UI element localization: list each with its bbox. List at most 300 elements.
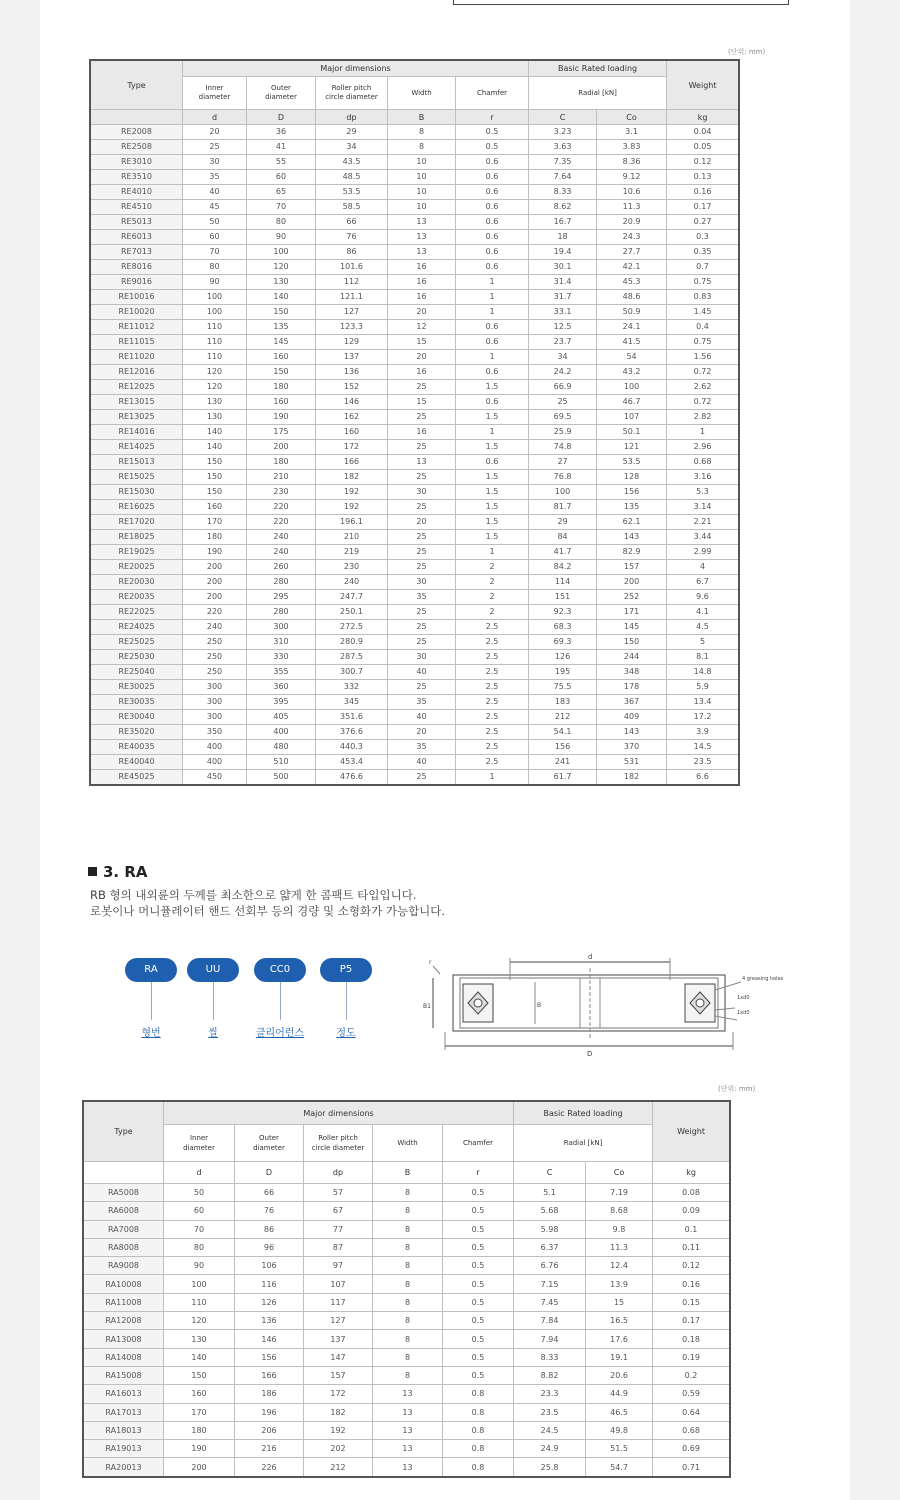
value-cell: 92.3: [529, 605, 597, 620]
value-cell: 0.35: [667, 245, 739, 260]
value-cell: 2.96: [667, 440, 739, 455]
value-cell: 13: [388, 245, 456, 260]
value-cell: 53.5: [316, 185, 388, 200]
value-cell: 97: [304, 1257, 373, 1275]
table-row: [91, 485, 739, 500]
value-cell: 0.17: [667, 200, 739, 215]
pill-connector: [280, 982, 281, 1020]
value-cell: 151: [529, 590, 597, 605]
value-cell: 66.9: [529, 380, 597, 395]
value-cell: 41.5: [597, 335, 667, 350]
value-cell: 130: [247, 275, 316, 290]
table-row: [84, 1257, 730, 1275]
type-cell: RE13025: [91, 410, 183, 425]
value-cell: 280: [247, 605, 316, 620]
value-cell: 29: [316, 125, 388, 140]
value-cell: 150: [247, 365, 316, 380]
value-cell: 1: [456, 305, 529, 320]
table-row: [91, 305, 739, 320]
value-cell: 0.8: [443, 1403, 514, 1421]
re-table-body: [91, 125, 739, 785]
value-cell: 19.4: [529, 245, 597, 260]
value-cell: 250: [183, 650, 247, 665]
value-cell: 9.6: [667, 590, 739, 605]
value-cell: 6.6: [667, 770, 739, 785]
value-cell: 0.16: [667, 185, 739, 200]
type-cell: RE15025: [91, 470, 183, 485]
value-cell: 8.33: [514, 1348, 586, 1366]
value-cell: 3.23: [529, 125, 597, 140]
value-cell: 0.6: [456, 170, 529, 185]
value-cell: 0.5: [443, 1366, 514, 1384]
value-cell: 24.2: [529, 365, 597, 380]
value-cell: 50.9: [597, 305, 667, 320]
value-cell: 13: [373, 1385, 443, 1403]
symbol-blank: [91, 110, 183, 125]
table-row: [84, 1312, 730, 1330]
type-cell: RA5008: [84, 1184, 164, 1202]
value-cell: 70: [183, 245, 247, 260]
value-cell: 8.33: [529, 185, 597, 200]
value-cell: 2.5: [456, 665, 529, 680]
value-cell: 200: [247, 440, 316, 455]
value-cell: 400: [183, 740, 247, 755]
value-cell: 20: [388, 350, 456, 365]
symbol-header: d: [164, 1162, 235, 1184]
value-cell: 61.7: [529, 770, 597, 785]
value-cell: 247.7: [316, 590, 388, 605]
pill-label-seal: 씰: [208, 1028, 218, 1039]
value-cell: 40: [183, 185, 247, 200]
value-cell: 345: [316, 695, 388, 710]
value-cell: 101.6: [316, 260, 388, 275]
value-cell: 1.5: [456, 500, 529, 515]
value-cell: 25: [388, 500, 456, 515]
value-cell: 25: [388, 560, 456, 575]
type-cell: RE30040: [91, 710, 183, 725]
table-row: [84, 1440, 730, 1458]
symbol-header: kg: [653, 1162, 730, 1184]
value-cell: 2.5: [456, 710, 529, 725]
value-cell: 66: [235, 1184, 304, 1202]
value-cell: 280: [247, 575, 316, 590]
re-spec-table: [90, 60, 739, 785]
value-cell: 183: [529, 695, 597, 710]
type-cell: RE11015: [91, 335, 183, 350]
value-cell: 1: [456, 425, 529, 440]
value-cell: 48.5: [316, 170, 388, 185]
value-cell: 43.5: [316, 155, 388, 170]
pill-connector: [346, 982, 347, 1020]
value-cell: 182: [304, 1403, 373, 1421]
value-cell: 110: [183, 320, 247, 335]
type-cell: RE40040: [91, 755, 183, 770]
value-cell: 280.9: [316, 635, 388, 650]
value-cell: 137: [316, 350, 388, 365]
value-cell: 17.6: [586, 1330, 653, 1348]
value-cell: 2: [456, 560, 529, 575]
value-cell: 13: [388, 215, 456, 230]
pill-connector: [213, 982, 214, 1020]
symbol-header: d: [183, 110, 247, 125]
table-row: [91, 155, 739, 170]
value-cell: 100: [247, 245, 316, 260]
value-cell: 143: [597, 530, 667, 545]
value-cell: 120: [247, 260, 316, 275]
table-row: [91, 365, 739, 380]
value-cell: 58.5: [316, 200, 388, 215]
value-cell: 8: [373, 1202, 443, 1220]
value-cell: 0.5: [443, 1293, 514, 1311]
value-cell: 348: [597, 665, 667, 680]
table-row: [91, 560, 739, 575]
value-cell: 2.5: [456, 680, 529, 695]
value-cell: 162: [316, 410, 388, 425]
value-cell: 7.45: [514, 1293, 586, 1311]
value-cell: 100: [183, 290, 247, 305]
value-cell: 43.2: [597, 365, 667, 380]
value-cell: 23.5: [514, 1403, 586, 1421]
value-cell: 0.6: [456, 320, 529, 335]
value-cell: 25: [388, 605, 456, 620]
value-cell: 126: [529, 650, 597, 665]
value-cell: 100: [164, 1275, 235, 1293]
value-cell: 17.2: [667, 710, 739, 725]
value-cell: 146: [316, 395, 388, 410]
table-row: [84, 1293, 730, 1311]
value-cell: 200: [164, 1458, 235, 1476]
table-row: [91, 770, 739, 785]
value-cell: 0.83: [667, 290, 739, 305]
value-cell: 8.82: [514, 1366, 586, 1384]
value-cell: 123.3: [316, 320, 388, 335]
value-cell: 81.7: [529, 500, 597, 515]
value-cell: 110: [183, 350, 247, 365]
type-cell: RE9016: [91, 275, 183, 290]
value-cell: 360: [247, 680, 316, 695]
value-cell: 240: [316, 575, 388, 590]
value-cell: 200: [183, 590, 247, 605]
table-row: [91, 740, 739, 755]
value-cell: 57: [304, 1184, 373, 1202]
value-cell: 90: [164, 1257, 235, 1275]
value-cell: 0.5: [443, 1257, 514, 1275]
value-cell: 355: [247, 665, 316, 680]
value-cell: 400: [247, 725, 316, 740]
value-cell: 11.3: [597, 200, 667, 215]
table-row: [91, 140, 739, 155]
value-cell: 127: [316, 305, 388, 320]
table-row: [91, 680, 739, 695]
value-cell: 30: [388, 575, 456, 590]
value-cell: 13: [373, 1458, 443, 1476]
value-cell: 182: [597, 770, 667, 785]
table-row: [91, 515, 739, 530]
value-cell: 8: [373, 1275, 443, 1293]
value-cell: 86: [235, 1220, 304, 1238]
value-cell: 35: [183, 170, 247, 185]
type-cell: RA13008: [84, 1330, 164, 1348]
value-cell: 140: [247, 290, 316, 305]
symbol-header: D: [235, 1162, 304, 1184]
symbol-header: Co: [597, 110, 667, 125]
value-cell: 60: [247, 170, 316, 185]
type-cell: RE17020: [91, 515, 183, 530]
value-cell: 0.5: [443, 1330, 514, 1348]
value-cell: 128: [597, 470, 667, 485]
symbol-header: D: [247, 110, 316, 125]
value-cell: 7.94: [514, 1330, 586, 1348]
value-cell: 8.68: [586, 1202, 653, 1220]
value-cell: 100: [597, 380, 667, 395]
value-cell: 172: [316, 440, 388, 455]
value-cell: 67: [304, 1202, 373, 1220]
value-cell: 8: [373, 1238, 443, 1256]
dim-r-label: r: [429, 959, 432, 966]
value-cell: 196: [235, 1403, 304, 1421]
value-cell: 220: [247, 500, 316, 515]
type-cell: RE35020: [91, 725, 183, 740]
value-cell: 40: [388, 665, 456, 680]
value-cell: 25: [388, 380, 456, 395]
table-row: [91, 320, 739, 335]
value-cell: 2.5: [456, 650, 529, 665]
value-cell: 0.68: [653, 1421, 730, 1439]
type-cell: RE25040: [91, 665, 183, 680]
value-cell: 210: [247, 470, 316, 485]
type-cell: RE14025: [91, 440, 183, 455]
value-cell: 166: [316, 455, 388, 470]
value-cell: 8: [373, 1312, 443, 1330]
value-cell: 0.64: [653, 1403, 730, 1421]
value-cell: 0.6: [456, 455, 529, 470]
symbol-header: B: [388, 110, 456, 125]
value-cell: 31.7: [529, 290, 597, 305]
value-cell: 16: [388, 275, 456, 290]
value-cell: 200: [183, 575, 247, 590]
value-cell: 178: [597, 680, 667, 695]
value-cell: 0.8: [443, 1458, 514, 1476]
value-cell: 34: [529, 350, 597, 365]
value-cell: 8: [388, 140, 456, 155]
value-cell: 1.5: [456, 515, 529, 530]
value-cell: 75.5: [529, 680, 597, 695]
value-cell: 295: [247, 590, 316, 605]
table-row: [84, 1421, 730, 1439]
type-cell: RA12008: [84, 1312, 164, 1330]
value-cell: 0.08: [653, 1184, 730, 1202]
section-description-line-2: 로봇이나 머니퓰레이터 핸드 선회부 등의 경량 및 소형화가 가능합니다.: [90, 904, 446, 918]
value-cell: 96: [235, 1238, 304, 1256]
value-cell: 330: [247, 650, 316, 665]
value-cell: 136: [235, 1312, 304, 1330]
value-cell: 0.18: [653, 1330, 730, 1348]
value-cell: 5.3: [667, 485, 739, 500]
outer-diameter-header: Outer diameter: [247, 77, 316, 110]
value-cell: 200: [597, 575, 667, 590]
value-cell: 30: [388, 485, 456, 500]
table-row: [91, 695, 739, 710]
value-cell: 6.7: [667, 575, 739, 590]
value-cell: 25: [388, 410, 456, 425]
value-cell: 117: [304, 1293, 373, 1311]
type-cell: RE16025: [91, 500, 183, 515]
type-cell: RA8008: [84, 1238, 164, 1256]
value-cell: 8: [388, 125, 456, 140]
value-cell: 12.5: [529, 320, 597, 335]
value-cell: 14.8: [667, 665, 739, 680]
value-cell: 10.6: [597, 185, 667, 200]
table-row: [84, 1366, 730, 1384]
value-cell: 0.6: [456, 245, 529, 260]
type-cell: RE30035: [91, 695, 183, 710]
value-cell: 510: [247, 755, 316, 770]
value-cell: 150: [183, 470, 247, 485]
value-cell: 120: [183, 380, 247, 395]
value-cell: 3.16: [667, 470, 739, 485]
value-cell: 156: [235, 1348, 304, 1366]
value-cell: 156: [597, 485, 667, 500]
value-cell: 0.72: [667, 395, 739, 410]
symbol-header: B: [373, 1162, 443, 1184]
major-dimensions-header: Major dimensions: [164, 1102, 514, 1125]
value-cell: 15: [388, 335, 456, 350]
value-cell: 114: [529, 575, 597, 590]
value-cell: 130: [164, 1330, 235, 1348]
value-cell: 90: [183, 275, 247, 290]
value-cell: 50: [183, 215, 247, 230]
value-cell: 30: [388, 650, 456, 665]
value-cell: 182: [316, 470, 388, 485]
value-cell: 51.5: [586, 1440, 653, 1458]
type-cell: RA9008: [84, 1257, 164, 1275]
value-cell: 395: [247, 695, 316, 710]
value-cell: 41: [247, 140, 316, 155]
value-cell: 80: [164, 1238, 235, 1256]
value-cell: 25: [183, 140, 247, 155]
value-cell: 0.13: [667, 170, 739, 185]
value-cell: 10: [388, 170, 456, 185]
value-cell: 300: [183, 695, 247, 710]
value-cell: 140: [183, 425, 247, 440]
value-cell: 1: [456, 275, 529, 290]
value-cell: 7.15: [514, 1275, 586, 1293]
value-cell: 19.1: [586, 1348, 653, 1366]
value-cell: 0.6: [456, 335, 529, 350]
value-cell: 172: [304, 1385, 373, 1403]
value-cell: 110: [164, 1293, 235, 1311]
value-cell: 0.5: [443, 1312, 514, 1330]
type-cell: RE10020: [91, 305, 183, 320]
table-row: [91, 350, 739, 365]
value-cell: 0.6: [456, 230, 529, 245]
value-cell: 120: [164, 1312, 235, 1330]
value-cell: 7.84: [514, 1312, 586, 1330]
value-cell: 160: [247, 350, 316, 365]
value-cell: 45: [183, 200, 247, 215]
ra-spec-table: [83, 1101, 730, 1477]
value-cell: 1.5: [456, 380, 529, 395]
value-cell: 13.9: [586, 1275, 653, 1293]
value-cell: 250: [183, 635, 247, 650]
value-cell: 206: [235, 1421, 304, 1439]
type-cell: RE20030: [91, 575, 183, 590]
value-cell: 3.9: [667, 725, 739, 740]
type-cell: RE20035: [91, 590, 183, 605]
value-cell: 137: [304, 1330, 373, 1348]
value-cell: 8: [373, 1184, 443, 1202]
value-cell: 49.8: [586, 1421, 653, 1439]
value-cell: 0.6: [456, 260, 529, 275]
value-cell: 157: [304, 1366, 373, 1384]
value-cell: 260: [247, 560, 316, 575]
type-cell: RA7008: [84, 1220, 164, 1238]
value-cell: 450: [183, 770, 247, 785]
value-cell: 5.9: [667, 680, 739, 695]
value-cell: 77: [304, 1220, 373, 1238]
value-cell: 150: [183, 455, 247, 470]
value-cell: 25: [388, 440, 456, 455]
value-cell: 0.6: [456, 215, 529, 230]
value-cell: 30: [183, 155, 247, 170]
value-cell: 2.5: [456, 725, 529, 740]
value-cell: 6.37: [514, 1238, 586, 1256]
value-cell: 3.44: [667, 530, 739, 545]
value-cell: 84: [529, 530, 597, 545]
value-cell: 44.9: [586, 1385, 653, 1403]
value-cell: 23.5: [667, 755, 739, 770]
value-cell: 20.9: [597, 215, 667, 230]
code-pill-p5: P5: [320, 958, 372, 982]
section-description-line-1: RB 형의 내외륜의 두께를 최소한으로 얇게 한 콤팩트 타입입니다.: [90, 888, 417, 902]
type-cell: RA19013: [84, 1440, 164, 1458]
type-cell: RE7013: [91, 245, 183, 260]
value-cell: 0.5: [443, 1238, 514, 1256]
value-cell: 130: [183, 395, 247, 410]
symbol-header: r: [443, 1162, 514, 1184]
value-cell: 147: [304, 1348, 373, 1366]
value-cell: 65: [247, 185, 316, 200]
value-cell: 15: [586, 1293, 653, 1311]
value-cell: 192: [304, 1421, 373, 1439]
value-cell: 0.16: [653, 1275, 730, 1293]
value-cell: 27.7: [597, 245, 667, 260]
value-cell: 8.36: [597, 155, 667, 170]
type-cell: RE10016: [91, 290, 183, 305]
value-cell: 62.1: [597, 515, 667, 530]
value-cell: 160: [183, 500, 247, 515]
outer-diameter-header: Outer diameter: [235, 1125, 304, 1162]
value-cell: 190: [247, 410, 316, 425]
value-cell: 135: [597, 500, 667, 515]
value-cell: 250: [183, 665, 247, 680]
value-cell: 310: [247, 635, 316, 650]
value-cell: 20: [183, 125, 247, 140]
value-cell: 150: [597, 635, 667, 650]
value-cell: 50.1: [597, 425, 667, 440]
value-cell: 171: [597, 605, 667, 620]
value-cell: 20.6: [586, 1366, 653, 1384]
value-cell: 16: [388, 260, 456, 275]
ra-table-body: [84, 1184, 730, 1477]
value-cell: 4: [667, 560, 739, 575]
value-cell: 5.68: [514, 1202, 586, 1220]
table-row: [91, 470, 739, 485]
table-row: [91, 635, 739, 650]
table-row: [84, 1458, 730, 1476]
table-row: [91, 215, 739, 230]
value-cell: 16: [388, 365, 456, 380]
